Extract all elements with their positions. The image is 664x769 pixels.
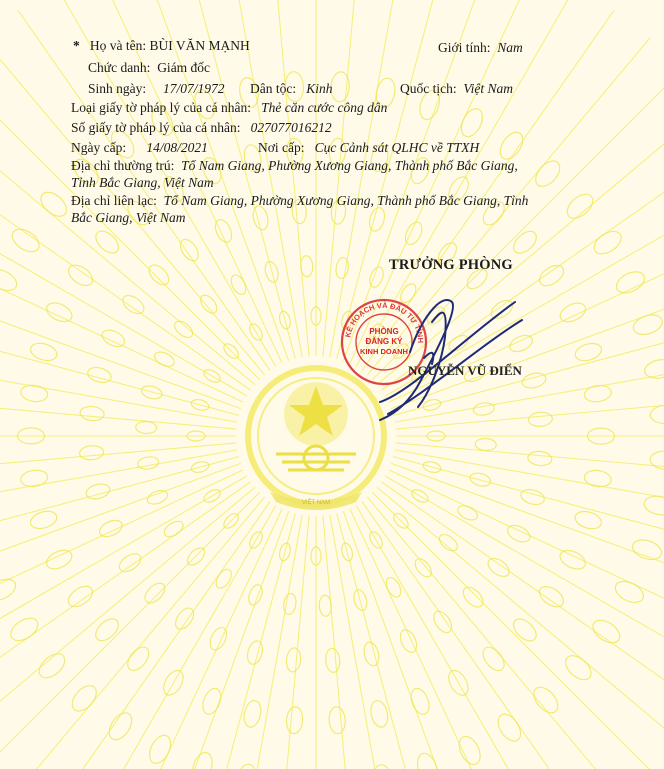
gender-row [438, 40, 523, 56]
stamp-ring-text: KẾ HOẠCH VÀ ĐẦU TƯ TỈNH [343, 300, 426, 344]
contact-label: Địa chỉ liên lạc: [71, 193, 157, 208]
dob-row [88, 81, 225, 97]
stamp-line-2: ĐĂNG KÝ [365, 337, 403, 346]
contact-line1: Tổ Nam Giang, Phường Xương Giang, Thành phố Bắc Giang, Tỉnh [163, 193, 529, 208]
handwritten-signature [340, 282, 530, 432]
signatory-title: TRƯỞNG PHÒNG [389, 257, 513, 273]
issue-date-label: Ngày cấp: [71, 140, 127, 155]
id-no-label: Số giấy tờ pháp lý của cá nhân: [71, 120, 241, 135]
title-row [88, 60, 210, 76]
residence-label: Địa chỉ thường trú: [71, 158, 175, 173]
ethnic-value: Kinh [306, 81, 333, 96]
gender-label: Giới tính: [438, 40, 491, 55]
contact-line2: Bắc Giang, Việt Nam [71, 210, 186, 225]
nationality-row [400, 81, 513, 97]
residence-row-2 [71, 175, 214, 191]
position-label: Chức danh: [88, 60, 151, 75]
ethnic-row [250, 81, 333, 97]
stamp-line-1: PHÒNG [369, 327, 399, 336]
id-type-label: Loại giấy tờ pháp lý của cá nhân: [71, 100, 251, 115]
id-no-value: 027077016212 [250, 120, 332, 135]
holder-name: BÙI VĂN MẠNH [149, 38, 250, 53]
nationality-value: Việt Nam [463, 81, 513, 96]
contact-row [71, 193, 528, 209]
residence-row [71, 158, 518, 174]
issue-date-value: 14/08/2021 [146, 140, 208, 155]
id-no-row [71, 120, 332, 136]
emblem-ribbon-text: VIỆT NAM [301, 500, 331, 506]
signer-name: NGUYỄN VŨ ĐIỂN [408, 363, 522, 378]
stamp-line-3: KINH DOANH [360, 347, 408, 356]
dob-value: 17/07/1972 [163, 81, 225, 96]
gender-value: Nam [497, 40, 523, 55]
name-label: Họ và tên: [89, 38, 147, 53]
nationality-label: Quốc tịch: [400, 81, 457, 96]
issue-place-value: Cục Cảnh sát QLHC về TTXH [314, 140, 480, 155]
name-row [73, 38, 250, 54]
id-type-row [71, 100, 387, 116]
residence-line2: Tỉnh Bắc Giang, Việt Nam [71, 175, 214, 190]
issue-date-row [71, 140, 208, 156]
issue-place-label: Nơi cấp: [258, 140, 305, 155]
residence-line1: Tổ Nam Giang, Phường Xương Giang, Thành phố Bắc Giang, [181, 158, 518, 173]
issue-place-row [258, 140, 479, 156]
id-type-value: Thẻ căn cước công dân [261, 100, 388, 115]
bullet-mark: * [73, 38, 80, 53]
contact-row-2 [71, 210, 185, 226]
dob-label: Sinh ngày: [88, 81, 147, 96]
ethnic-label: Dân tộc: [250, 81, 297, 96]
position-value: Giám đốc [157, 60, 211, 75]
